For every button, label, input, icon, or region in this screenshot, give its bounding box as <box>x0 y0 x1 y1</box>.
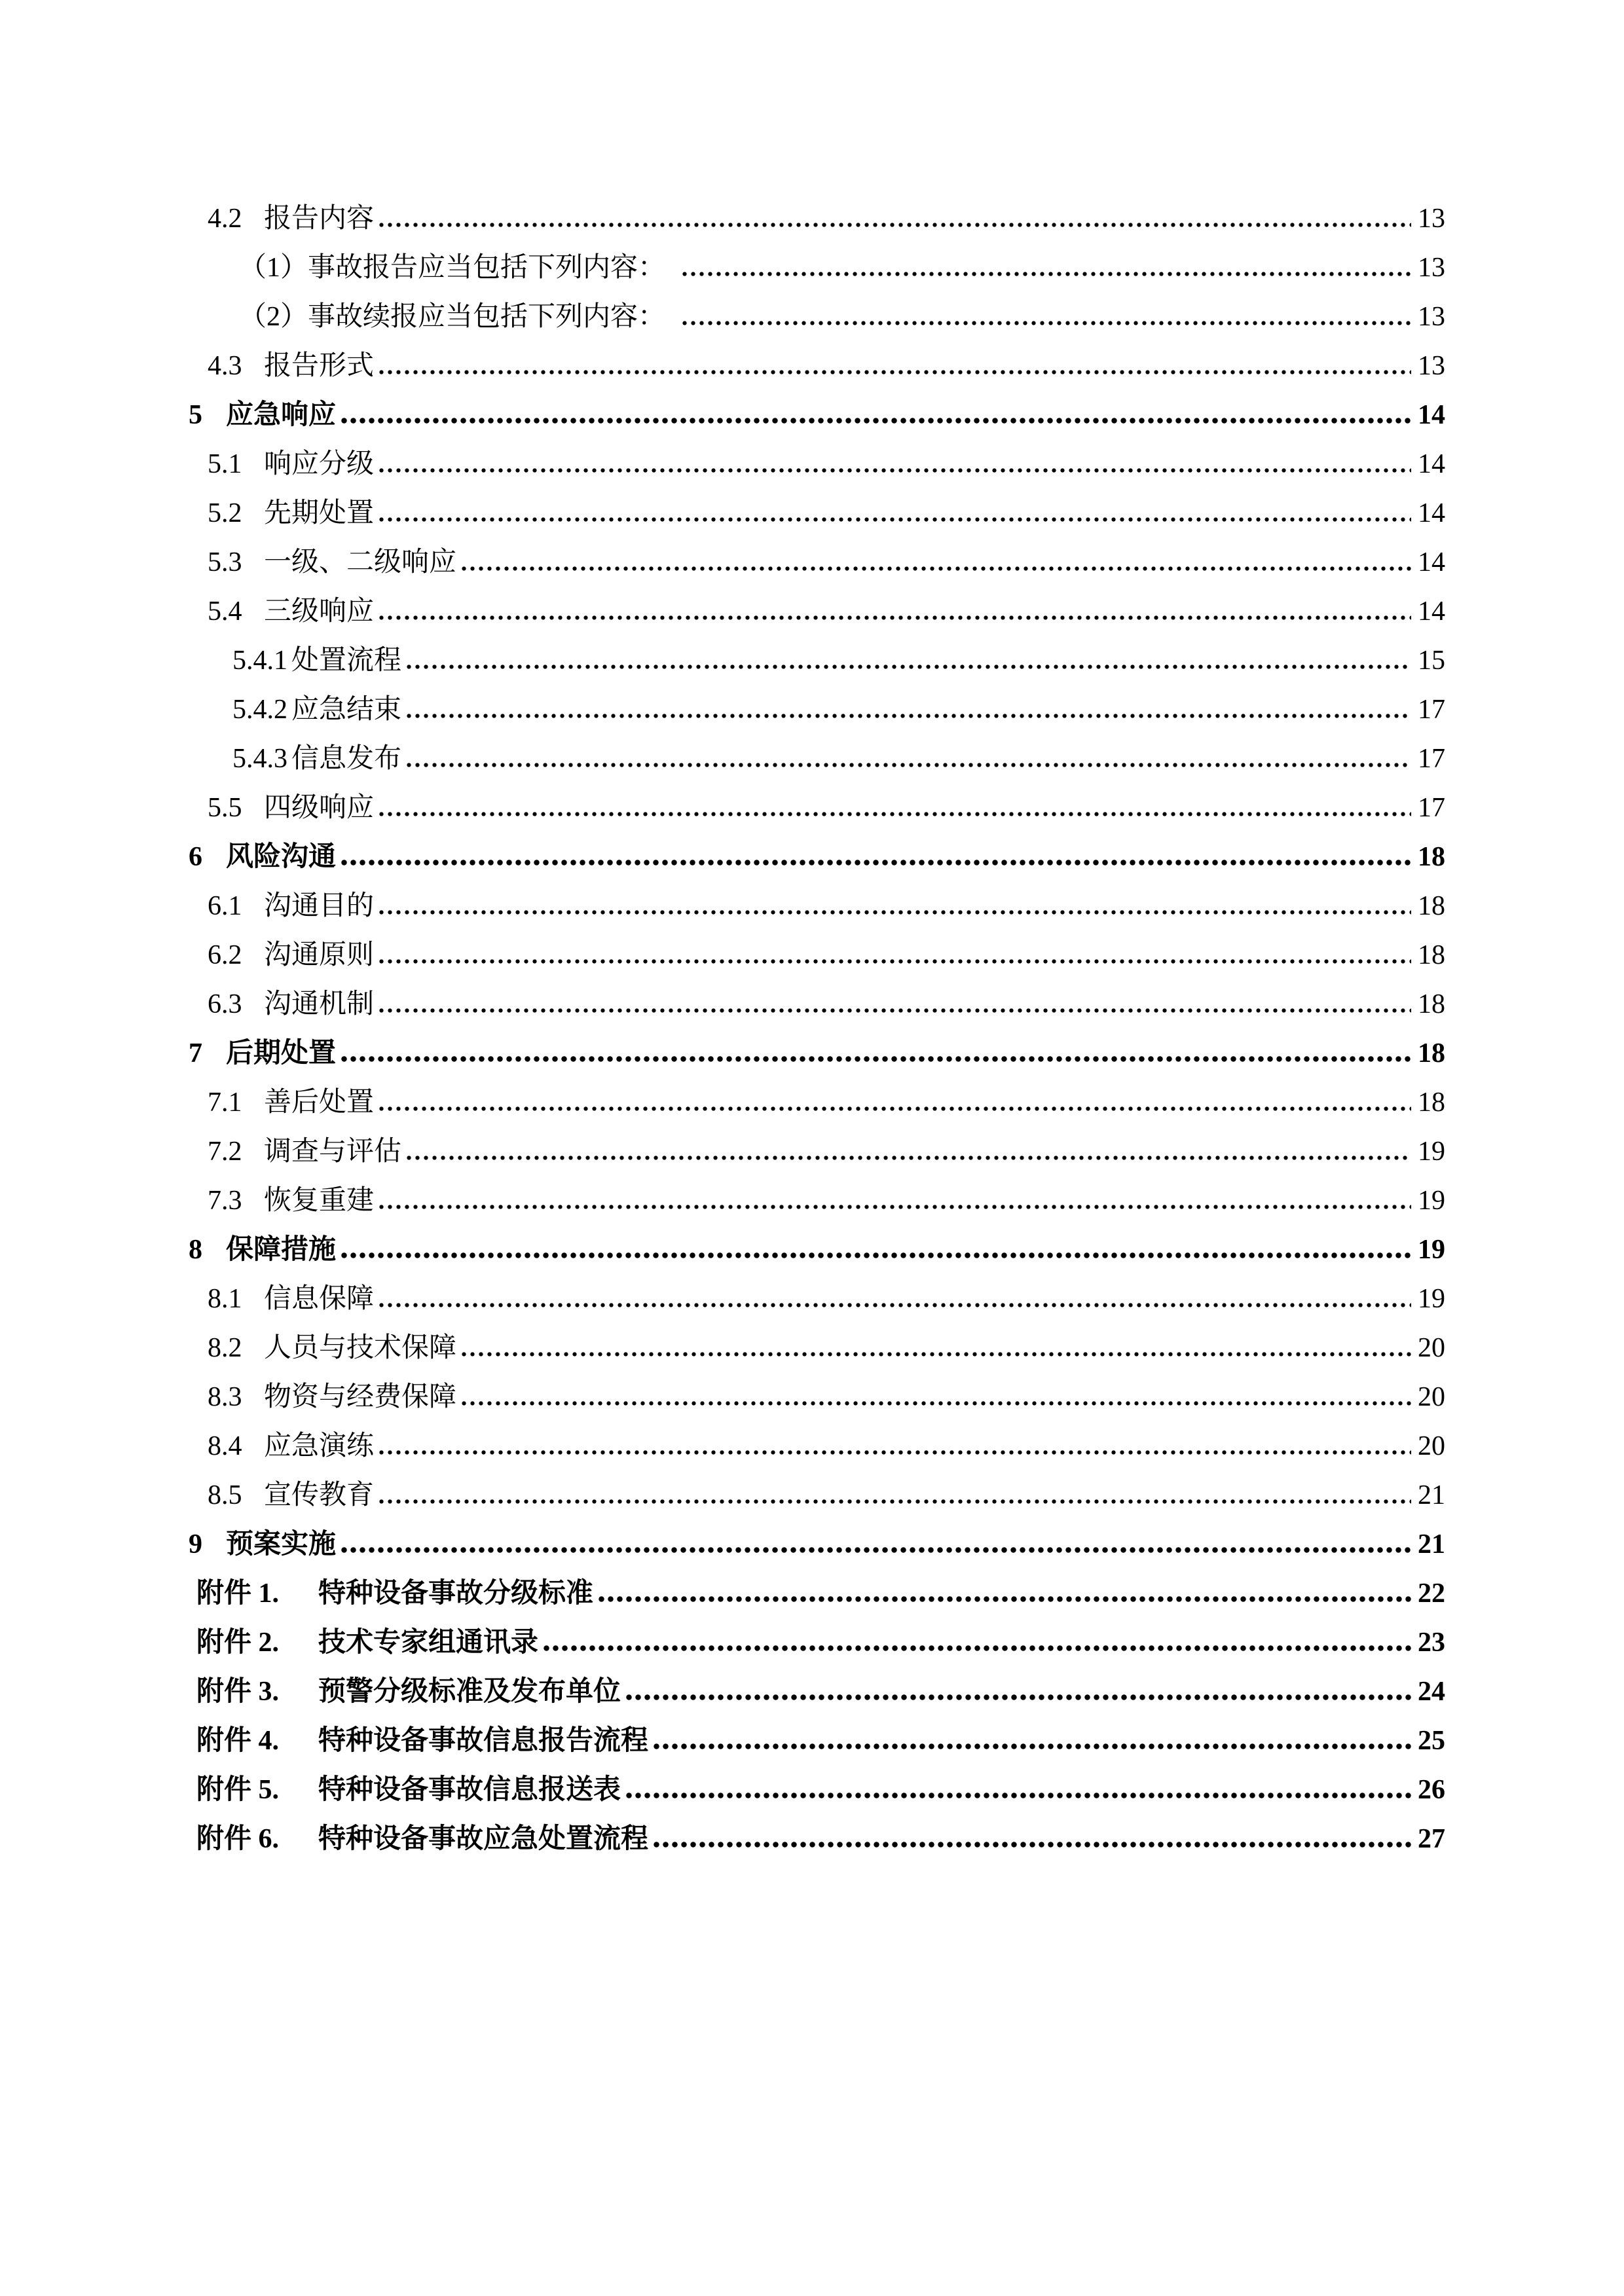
toc-entry-number: 5.4.2 <box>232 695 287 725</box>
toc-entry-number: 5.1 <box>208 449 242 479</box>
dot-leader <box>462 1401 1411 1406</box>
toc-entry-page: 18 <box>1418 1087 1445 1118</box>
toc-entry-number: 5.4 <box>208 596 242 627</box>
dot-leader <box>379 1106 1411 1111</box>
toc-entry-title: 恢复重建 <box>264 1186 375 1216</box>
toc-entry-page: 27 <box>1418 1824 1445 1854</box>
dot-leader <box>379 959 1411 964</box>
toc-entry-title: 风险沟通 <box>226 842 337 872</box>
toc-entry-number: 5 <box>189 400 202 430</box>
toc-entry-title: 调查与评估 <box>264 1137 402 1167</box>
toc-entry-number: 6.1 <box>208 891 242 921</box>
toc-entry-number: 附件 3. <box>196 1677 280 1707</box>
toc-entry-title: 技术专家组通讯录 <box>318 1628 539 1658</box>
toc-entry-number: 6 <box>189 842 202 872</box>
toc-entry-title: 处置流程 <box>291 646 402 676</box>
toc-entry[interactable] <box>189 1324 1445 1373</box>
toc-entry[interactable] <box>189 1373 1445 1422</box>
toc-entry-page: 19 <box>1418 1186 1445 1216</box>
toc-entry[interactable] <box>189 931 1445 980</box>
toc-entry-title: 宣传教育 <box>264 1480 375 1510</box>
dot-leader <box>407 665 1411 669</box>
toc-entry-page: 17 <box>1418 793 1445 823</box>
dot-leader <box>626 1793 1411 1798</box>
toc-entry-page: 19 <box>1418 1284 1445 1314</box>
dot-leader <box>341 860 1411 866</box>
toc-entry-number: 8.5 <box>208 1480 242 1510</box>
toc-entry-page: 24 <box>1418 1677 1445 1707</box>
toc-entry-number: 8.4 <box>208 1431 242 1461</box>
toc-entry-number: 5.5 <box>208 793 242 823</box>
toc-entry[interactable] <box>189 342 1445 391</box>
toc-entry-page: 18 <box>1418 891 1445 921</box>
toc-entry-number: 5.3 <box>208 547 242 577</box>
toc-entry-number: 附件 5. <box>196 1775 280 1805</box>
dot-leader <box>379 615 1411 620</box>
dot-leader <box>379 910 1411 915</box>
toc-entry-page: 14 <box>1418 498 1445 528</box>
dot-leader <box>379 468 1411 473</box>
toc-entry-title: 沟通机制 <box>264 989 375 1019</box>
toc-entry[interactable] <box>189 1520 1445 1569</box>
dot-leader <box>379 223 1411 227</box>
toc-entry-number: 8.2 <box>208 1333 242 1363</box>
toc-entry[interactable] <box>189 685 1445 735</box>
toc-entry-page: 22 <box>1418 1578 1445 1609</box>
toc-entry[interactable] <box>189 1471 1445 1520</box>
toc-entry[interactable] <box>189 1618 1445 1667</box>
toc-entry-number: 6.2 <box>208 940 242 970</box>
dot-leader <box>654 1842 1411 1848</box>
dot-leader <box>682 272 1411 276</box>
toc-entry-title: 信息发布 <box>291 744 402 774</box>
toc-entry-title: 后期处置 <box>226 1038 337 1068</box>
toc-entry[interactable] <box>189 391 1445 440</box>
dot-leader <box>379 1205 1411 1209</box>
toc-entry-number: 6.3 <box>208 989 242 1019</box>
toc-entry-page: 13 <box>1418 302 1445 332</box>
dot-leader <box>341 418 1411 424</box>
toc-entry-page: 18 <box>1418 940 1445 970</box>
toc-entry-title: 报告内容 <box>264 204 375 234</box>
toc-entry[interactable] <box>189 440 1445 489</box>
toc-entry-page: 14 <box>1418 596 1445 627</box>
toc-entry[interactable] <box>189 293 1445 342</box>
dot-leader <box>462 1352 1411 1357</box>
toc-entry-number: 附件 4. <box>196 1726 280 1756</box>
toc-entry-page: 15 <box>1418 646 1445 676</box>
toc-entry[interactable] <box>189 833 1445 882</box>
toc-entry-number: 7.3 <box>208 1186 242 1216</box>
dot-leader <box>379 1499 1411 1504</box>
toc-entry[interactable] <box>189 194 1445 244</box>
toc-entry-title: 先期处置 <box>264 498 375 528</box>
toc-entry[interactable] <box>189 1078 1445 1127</box>
dot-leader <box>341 1252 1411 1258</box>
toc-entry-title: （2）事故续报应当包括下列内容： <box>239 302 666 332</box>
toc-entry-title: 三级响应 <box>264 596 375 627</box>
toc-entry-title: 特种设备事故信息报告流程 <box>318 1726 649 1756</box>
toc-entry-number: 附件 2. <box>196 1628 280 1658</box>
toc-entry[interactable] <box>189 1127 1445 1176</box>
dot-leader <box>626 1694 1411 1700</box>
toc-entry-page: 18 <box>1418 1038 1445 1068</box>
toc-entry[interactable] <box>189 1029 1445 1078</box>
toc-entry[interactable] <box>189 784 1445 833</box>
toc-entry[interactable] <box>189 1569 1445 1618</box>
toc-entry[interactable] <box>189 636 1445 685</box>
toc-entry-title: 一级、二级响应 <box>264 547 457 577</box>
toc-entry-title: 报告形式 <box>264 351 375 381</box>
toc-entry-page: 18 <box>1418 842 1445 872</box>
toc-entry-number: 8.1 <box>208 1284 242 1314</box>
toc-entry-number: 9 <box>189 1529 202 1559</box>
dot-leader <box>379 1008 1411 1013</box>
toc-entry-number: 7.1 <box>208 1087 242 1118</box>
toc-entry-title: 应急响应 <box>226 400 337 430</box>
toc-entry-page: 19 <box>1418 1235 1445 1265</box>
toc-entry-page: 20 <box>1418 1333 1445 1363</box>
dot-leader <box>407 763 1411 767</box>
toc-entry[interactable] <box>189 587 1445 636</box>
dot-leader <box>599 1596 1411 1602</box>
toc-entry-title: 物资与经费保障 <box>264 1382 457 1412</box>
toc-entry-page: 19 <box>1418 1137 1445 1167</box>
toc-entry[interactable] <box>189 1717 1445 1766</box>
toc-entry-number: 7.2 <box>208 1137 242 1167</box>
dot-leader <box>379 812 1411 816</box>
dot-leader <box>379 370 1411 374</box>
toc-entry-title: 沟通原则 <box>264 940 375 970</box>
toc-entry-title: 特种设备事故信息报送表 <box>318 1775 621 1805</box>
toc-entry-title: 四级响应 <box>264 793 375 823</box>
toc-entry-number: 附件 6. <box>196 1824 280 1854</box>
dot-leader <box>341 1056 1411 1062</box>
dot-leader <box>654 1743 1411 1749</box>
toc-entry[interactable] <box>189 244 1445 293</box>
toc-entry-number: 8 <box>189 1235 202 1265</box>
toc-entry-number: 7 <box>189 1038 202 1068</box>
dot-leader <box>407 714 1411 718</box>
table-of-contents <box>189 194 1445 1864</box>
toc-entry-page: 21 <box>1418 1480 1445 1510</box>
toc-entry-title: 保障措施 <box>226 1235 337 1265</box>
toc-entry-title: 预案实施 <box>226 1529 337 1559</box>
toc-entry[interactable] <box>189 1275 1445 1324</box>
toc-entry-page: 17 <box>1418 744 1445 774</box>
dot-leader <box>682 321 1411 325</box>
toc-entry-page: 13 <box>1418 204 1445 234</box>
toc-entry[interactable] <box>189 1176 1445 1226</box>
toc-entry-number: 5.4.3 <box>232 744 287 774</box>
dot-leader <box>379 1303 1411 1307</box>
toc-entry-page: 20 <box>1418 1431 1445 1461</box>
toc-entry[interactable] <box>189 980 1445 1029</box>
dot-leader <box>407 1156 1411 1160</box>
toc-entry-title: 善后处置 <box>264 1087 375 1118</box>
toc-entry-title: 人员与技术保障 <box>264 1333 457 1363</box>
toc-entry[interactable] <box>189 882 1445 931</box>
toc-entry[interactable] <box>189 538 1445 587</box>
toc-entry-number: 8.3 <box>208 1382 242 1412</box>
toc-entry[interactable] <box>189 489 1445 538</box>
toc-entry-title: 特种设备事故分级标准 <box>318 1578 594 1609</box>
toc-entry-title: 特种设备事故应急处置流程 <box>318 1824 649 1854</box>
toc-entry[interactable] <box>189 1226 1445 1275</box>
toc-entry-page: 23 <box>1418 1628 1445 1658</box>
toc-entry-title: （1）事故报告应当包括下列内容： <box>239 253 666 283</box>
toc-entry-page: 21 <box>1418 1529 1445 1559</box>
toc-entry-page: 17 <box>1418 695 1445 725</box>
dot-leader <box>462 566 1411 571</box>
toc-entry-title: 应急结束 <box>291 695 402 725</box>
toc-entry-number: 5.2 <box>208 498 242 528</box>
dot-leader <box>379 517 1411 522</box>
toc-entry-title: 信息保障 <box>264 1284 375 1314</box>
toc-entry-page: 25 <box>1418 1726 1445 1756</box>
toc-entry[interactable] <box>189 1667 1445 1717</box>
toc-entry-number: 4.2 <box>208 204 242 234</box>
toc-entry-title: 沟通目的 <box>264 891 375 921</box>
toc-entry[interactable] <box>189 1422 1445 1471</box>
toc-entry[interactable] <box>189 1815 1445 1864</box>
toc-entry-number: 5.4.1 <box>232 646 287 676</box>
toc-entry-number: 4.3 <box>208 351 242 381</box>
toc-entry-page: 18 <box>1418 989 1445 1019</box>
toc-entry-page: 14 <box>1418 449 1445 479</box>
toc-entry-page: 20 <box>1418 1382 1445 1412</box>
dot-leader <box>544 1645 1411 1651</box>
toc-entry-page: 13 <box>1418 351 1445 381</box>
toc-entry-page: 14 <box>1418 547 1445 577</box>
toc-entry-page: 14 <box>1418 400 1445 430</box>
toc-entry-page: 13 <box>1418 253 1445 283</box>
dot-leader <box>379 1450 1411 1455</box>
toc-entry-number: 附件 1. <box>196 1578 280 1609</box>
toc-entry-title: 预警分级标准及发布单位 <box>318 1677 621 1707</box>
toc-entry-title: 应急演练 <box>264 1431 375 1461</box>
dot-leader <box>341 1547 1411 1553</box>
toc-entry[interactable] <box>189 1766 1445 1815</box>
toc-entry[interactable] <box>189 735 1445 784</box>
toc-entry-title: 响应分级 <box>264 449 375 479</box>
toc-entry-page: 26 <box>1418 1775 1445 1805</box>
